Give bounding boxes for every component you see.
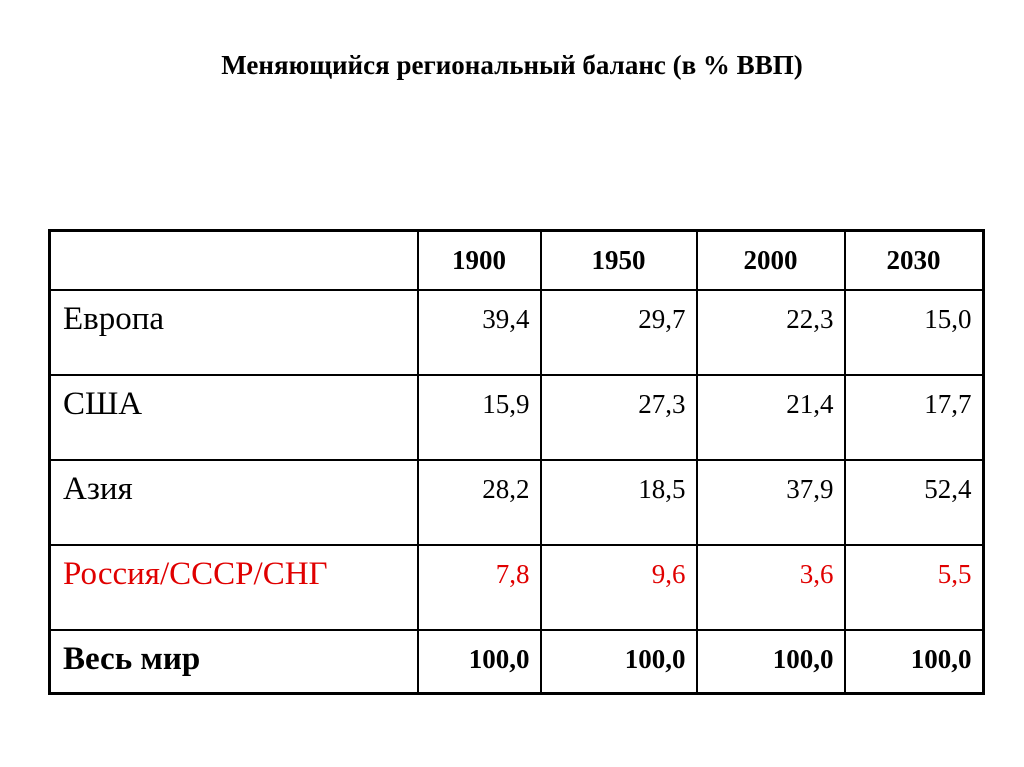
table-row-highlighted — [50, 545, 984, 630]
header-cell: 1900 — [418, 231, 541, 291]
value-cell: 3,6 — [697, 545, 845, 630]
value-cell: 7,8 — [418, 545, 541, 630]
row-label: Европа — [50, 290, 418, 375]
value-cell: 100,0 — [418, 630, 541, 693]
table-row — [50, 290, 984, 375]
table-header-row — [50, 231, 984, 291]
value-cell: 100,0 — [541, 630, 697, 693]
value-cell: 52,4 — [845, 460, 984, 545]
value-cell: 22,3 — [697, 290, 845, 375]
value-cell: 28,2 — [418, 460, 541, 545]
table-row — [50, 375, 984, 460]
header-cell: 2030 — [845, 231, 984, 291]
value-cell: 9,6 — [541, 545, 697, 630]
row-label: Весь мир — [50, 630, 418, 693]
value-cell: 39,4 — [418, 290, 541, 375]
value-cell: 100,0 — [697, 630, 845, 693]
gdp-balance-table — [48, 229, 985, 695]
value-cell: 37,9 — [697, 460, 845, 545]
value-cell: 5,5 — [845, 545, 984, 630]
row-label: Россия/СССР/СНГ — [50, 545, 418, 630]
value-cell: 18,5 — [541, 460, 697, 545]
value-cell: 15,0 — [845, 290, 984, 375]
header-cell: 1950 — [541, 231, 697, 291]
value-cell: 100,0 — [845, 630, 984, 693]
row-label: Азия — [50, 460, 418, 545]
table-total-row — [50, 630, 984, 693]
row-label: США — [50, 375, 418, 460]
value-cell: 21,4 — [697, 375, 845, 460]
table-row — [50, 460, 984, 545]
value-cell: 17,7 — [845, 375, 984, 460]
value-cell: 27,3 — [541, 375, 697, 460]
value-cell: 29,7 — [541, 290, 697, 375]
header-cell: 2000 — [697, 231, 845, 291]
value-cell: 15,9 — [418, 375, 541, 460]
slide-title: Меняющийся региональный баланс (в % ВВП) — [221, 50, 803, 80]
header-empty-cell — [50, 231, 418, 291]
